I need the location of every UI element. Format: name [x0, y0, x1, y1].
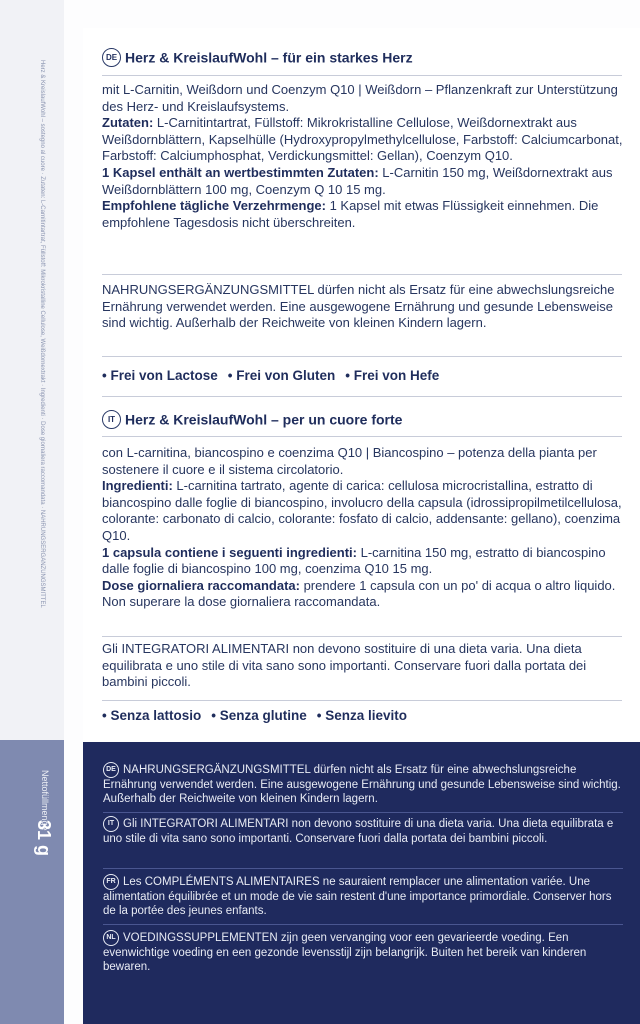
- de-divider: [102, 75, 622, 76]
- de-ingredients-label: Zutaten:: [102, 115, 154, 131]
- footer-de-badge: DE: [103, 762, 119, 778]
- de-capsule-contents: [102, 165, 624, 198]
- footer-nl-badge: NL: [103, 930, 119, 946]
- footer-de-text: NAHRUNGSERGÄNZUNGSMITTEL dürfen nicht als Ersatz für eine abwechslungsreiche Ernährung verwendet werden. Eine ausgewogene Ernährung und gesunde Lebensweise sind wichtig. Außerhalb der Reichweite von kleinen Kindern lagern.: [103, 764, 621, 806]
- it-description: [102, 445, 624, 611]
- footer-notice-it: [103, 816, 623, 846]
- side-flap-band: [0, 740, 64, 1024]
- de-notice: NAHRUNGSERGÄNZUNGSMITTEL dürfen nicht als Ersatz für eine abwechslungsreiche Ernährung verwendet werden. Eine ausgewogene Ernährung und gesunde Lebensweise sind wichtig. Außerhalb der Reichweite von kleinen Kindern lagern.: [102, 282, 615, 331]
- de-intro: mit L-Carnitin, Weißdorn und Coenzym Q10 | Weißdorn – Pflanzenkraft zur Unterstützung des Herz- und Kreislaufsystems.: [102, 82, 618, 114]
- it-free-gluten: • Senza glutine: [211, 708, 307, 723]
- footer-fr-text: Les COMPLÉMENTS ALIMENTAIRES ne sauraient remplacer une alimentation variée. Une alimentation équilibrée et un mode de vie sain restent d'une importance primordiale. Conserver hors de la portée des jeunes enfants.: [103, 876, 612, 918]
- de-description: [102, 82, 624, 231]
- it-ingredients-label: Ingredienti:: [102, 478, 173, 494]
- de-capsule-label: 1 Kapsel enthält an wertbestimmten Zutaten:: [102, 164, 379, 180]
- it-language-badge: IT: [102, 410, 121, 429]
- side-flap: [0, 0, 64, 1024]
- footer-notice-nl: [103, 930, 623, 975]
- footer-nl-text: VOEDINGSSUPPLEMENTEN zijn geen vervanging voor een gevarieerde voeding. Een evenwichtige voeding en een gezonde levensstijl zijn belangrijk. Buiten het bereik van kinderen bewaren.: [103, 932, 587, 974]
- section-divider: [102, 396, 622, 397]
- it-free-from-list: [102, 708, 417, 723]
- footer-fr-badge: FR: [103, 874, 119, 890]
- de-language-badge: DE: [102, 48, 121, 67]
- it-dose-text: prendere 1 capsula con un po' di acqua o altro liquido. Non superare la dose giornaliera raccomandata.: [102, 577, 616, 610]
- it-heading: [102, 410, 402, 429]
- de-heading: [102, 48, 413, 67]
- it-capsule-label: 1 capsula contiene i seguenti ingredienti:: [102, 544, 357, 560]
- it-notice: Gli INTEGRATORI ALIMENTARI non devono sostituire di una dieta varia. Una dieta equilibrata e uno stile di vita sano sono importanti. Conservare fuori dalla portata dei bambini piccoli.: [102, 641, 587, 690]
- side-flap-text-line: Herz & KreislaufWohl – sostegno al cuore · Zutaten: L-Carnitintartrat, Füllstoff: Mikrokristalline Cellulose, Weißdornextrakt · Ingredienti · Dose giornaliera raccomandata · NAHRUNGSERGÄNZUNGSMITTEL: [39, 60, 45, 608]
- net-quantity-label-text: Nettofüllmenge: [40, 770, 50, 831]
- it-ingredients-text: L-carnitina tartrato, agente di carica: cellulosa microcristallina, estratto di biancospino dalle foglie di biancospino, involucro della capsula (idrossipropilmetilcellulosa, colorante: carbonato di calcio, colorante: fosfato di calcio, addensante: gellano), coenzima Q10.: [102, 478, 622, 543]
- de-free-divider: [102, 356, 622, 357]
- footer-divider: [103, 924, 623, 925]
- it-dosage: [102, 578, 624, 611]
- it-capsule-contents: [102, 545, 624, 578]
- it-divider: [102, 436, 622, 437]
- it-capsule-text: L-carnitina 150 mg, estratto di biancospino dalle foglie di biancospino 100 mg, coenzima Q10 15 mg.: [102, 544, 606, 577]
- net-weight-value: 31 g: [34, 820, 54, 857]
- de-ingredients-text: L-Carnitintartrat, Füllstoff: Mikrokristalline Cellulose, Weißdornextrakt aus Weißdornblättern, Kapselhülle (Hydroxypropylmethylcellulose, Farbstoff: Calciumcarbonat, Farbstoff: Calciumphosphat, Verdickungsmittel: Gellan), Coenzym Q10.: [102, 115, 623, 164]
- footer-divider: [103, 812, 623, 813]
- side-flap-text: [20, 60, 46, 760]
- de-free-lactose: • Frei von Lactose: [102, 368, 218, 383]
- footer-divider: [103, 868, 623, 869]
- it-free-divider: [102, 700, 622, 701]
- it-intro: con L-carnitina, biancospino e coenzima Q10 | Biancospino – potenza della pianta per sostenere il cuore e il sistema circolatorio.: [102, 445, 597, 477]
- de-dose-text: 1 Kapsel mit etwas Flüssigkeit einnehmen. Die empfohlene Tagesdosis nicht überschreiten.: [102, 198, 599, 230]
- footer-it-badge: IT: [103, 816, 119, 832]
- it-free-yeast: • Senza lievito: [316, 708, 408, 723]
- it-dose-label: Dose giornaliera raccomandata:: [102, 577, 300, 593]
- it-title: Herz & KreislaufWohl – per un cuore forte: [125, 411, 403, 428]
- net-weight: [28, 820, 58, 860]
- it-ingredients: [102, 478, 624, 544]
- de-dosage: [102, 198, 624, 231]
- de-title: Herz & KreislaufWohl – für ein starkes Herz: [125, 49, 413, 66]
- footer-it-text: Gli INTEGRATORI ALIMENTARI non devono sostituire di una dieta varia. Una dieta equilibrata e uno stile di vita sano sono importanti. Conservare fuori dalla portata dei bambini piccoli.: [103, 818, 614, 845]
- de-free-from-list: [102, 368, 449, 383]
- de-free-yeast: • Frei von Hefe: [345, 368, 440, 383]
- it-free-lactose: • Senza lattosio: [102, 708, 202, 723]
- de-ingredients: [102, 115, 624, 165]
- de-capsule-text: L-Carnitin 150 mg, Weißdornextrakt aus Weißdornblättern 100 mg, Coenzym Q 10 15 mg.: [102, 164, 613, 197]
- it-notice-divider: [102, 636, 622, 637]
- de-notice-divider: [102, 274, 622, 275]
- footer-notice-de: [103, 762, 623, 807]
- footer-notice-fr: [103, 874, 623, 919]
- footer-notices: [83, 742, 640, 1024]
- de-free-gluten: • Frei von Gluten: [227, 368, 336, 383]
- de-dose-label: Empfohlene tägliche Verzehrmenge:: [102, 198, 326, 214]
